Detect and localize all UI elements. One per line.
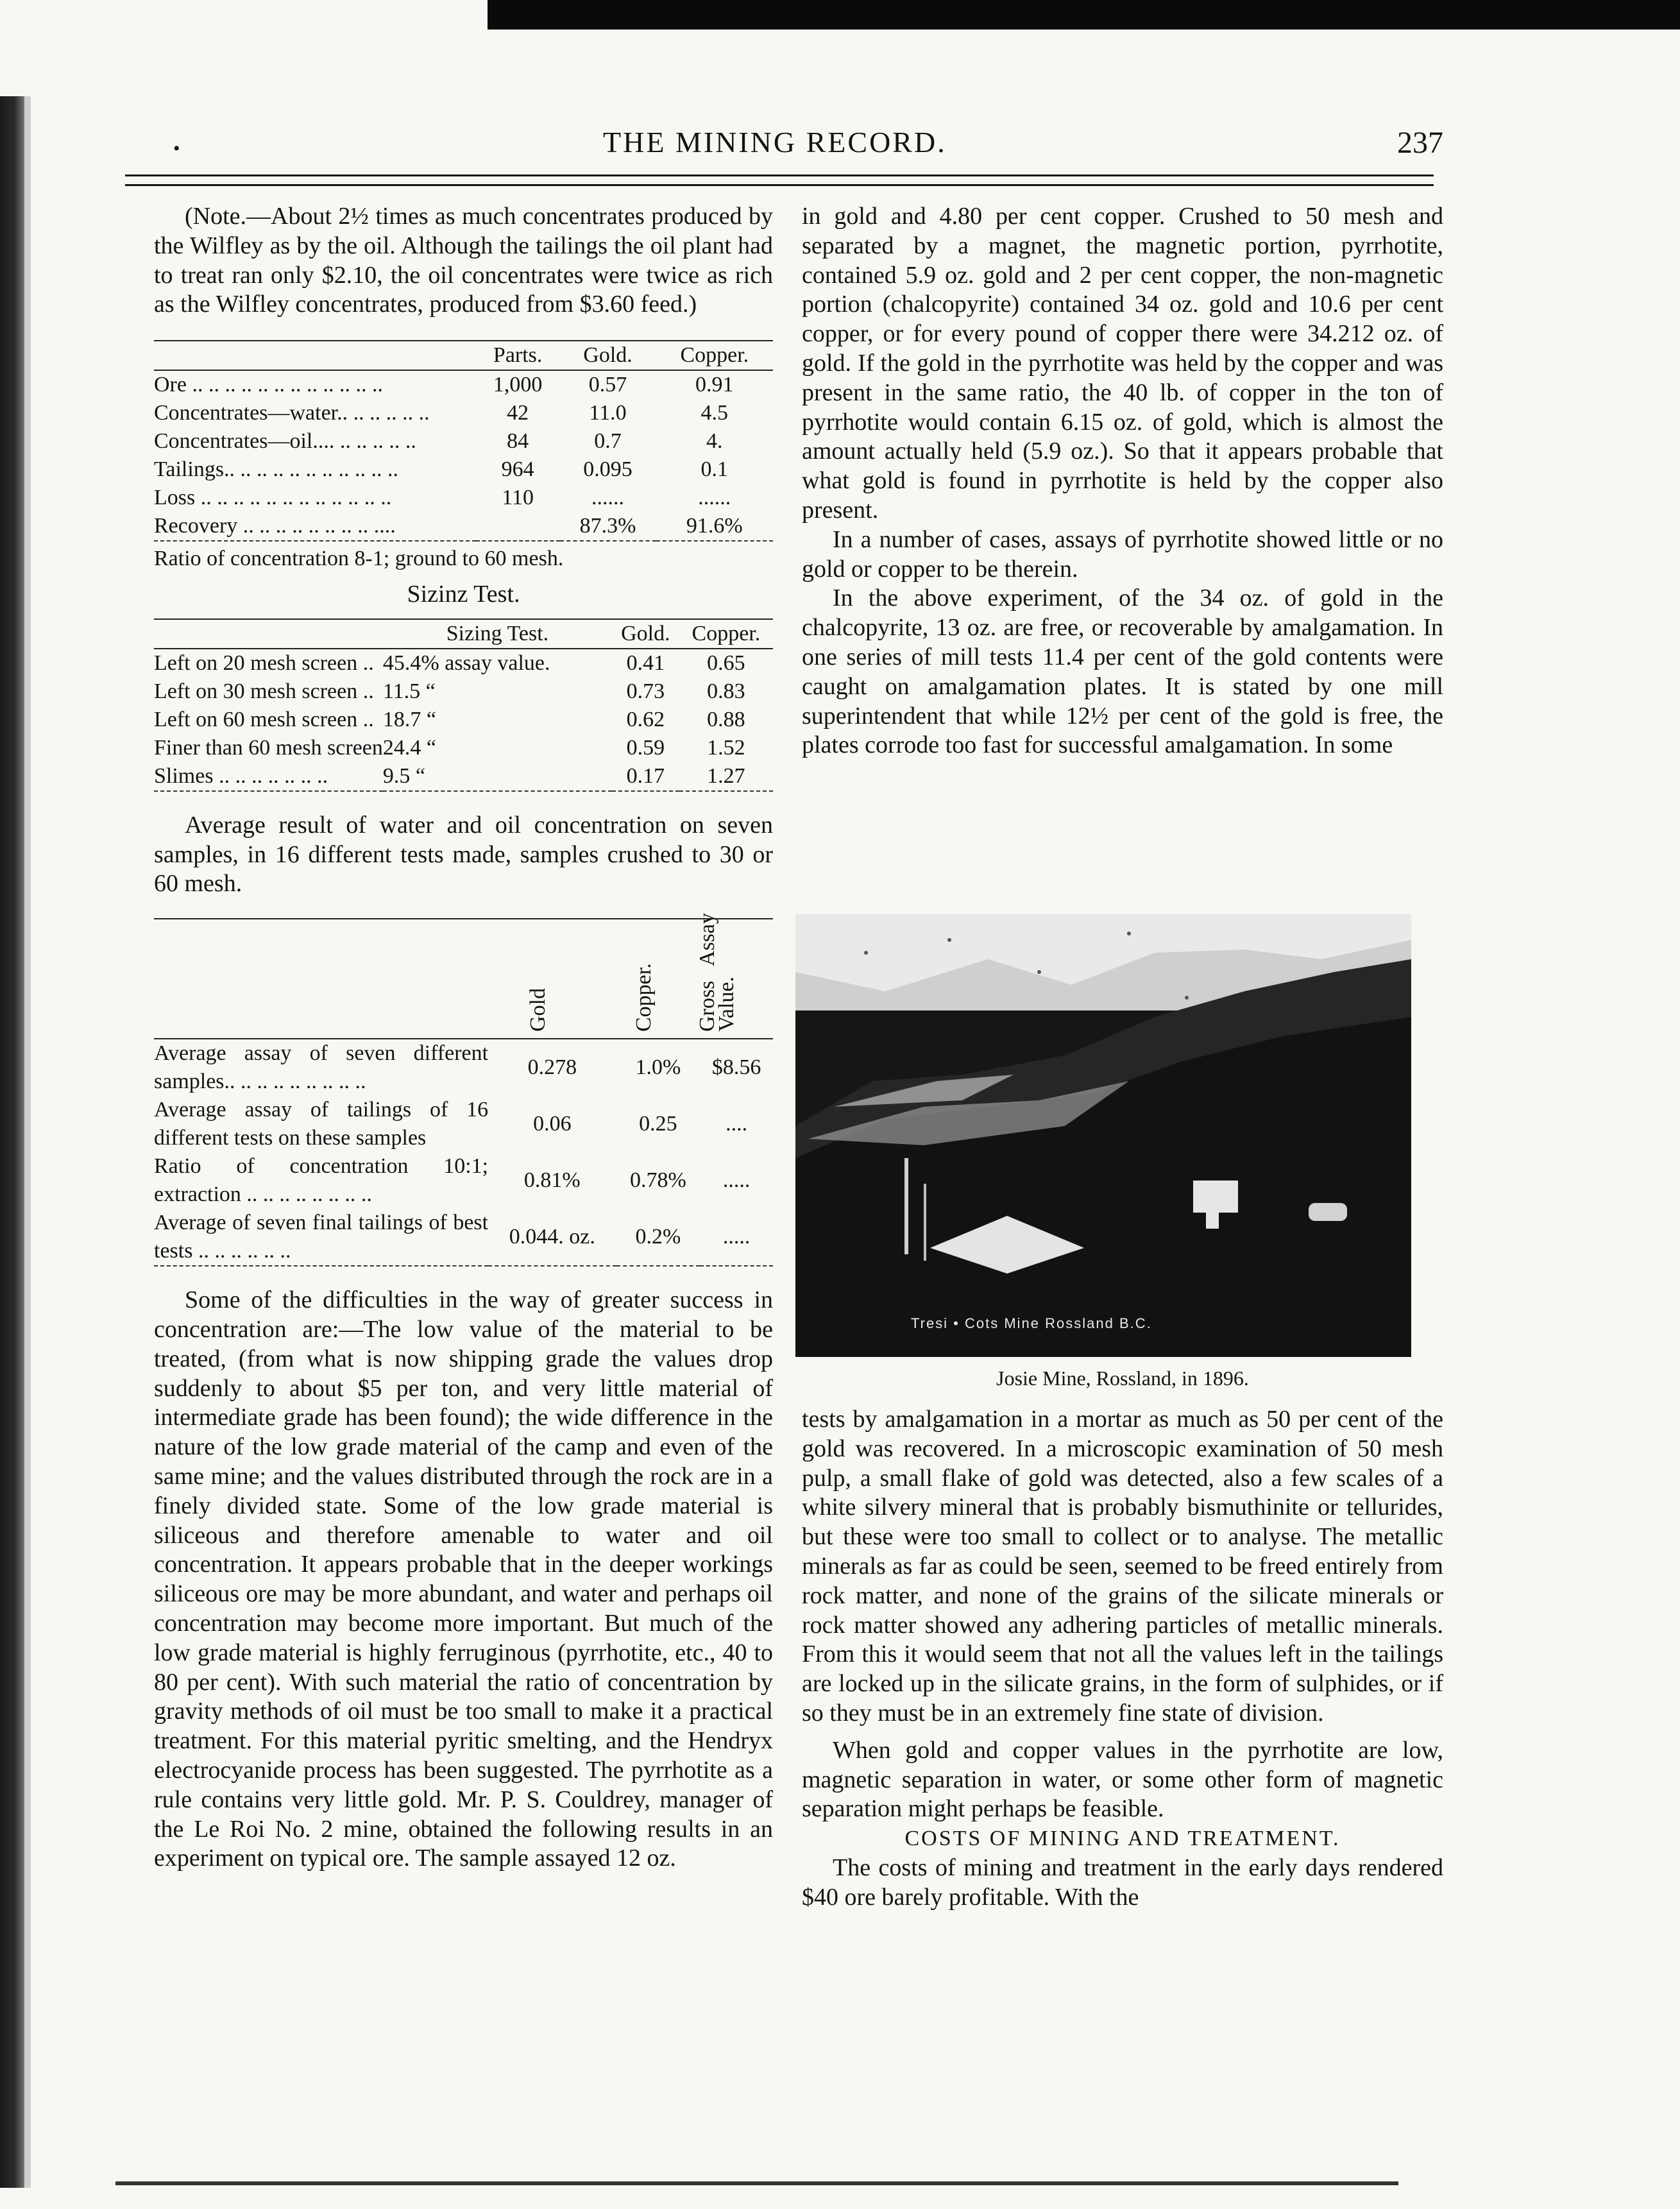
magnetic-separation-paragraph: When gold and copper values in the pyrrhotite are low, magnetic separation in water, or some other form of magnetic separation might perhaps be feasible.	[802, 1736, 1443, 1823]
table-header-cell: Gold.	[583, 343, 632, 368]
row-label: Left on 30 mesh screen ..	[154, 679, 374, 703]
right-column-lower	[802, 1405, 1443, 1913]
table-cell: $8.56	[711, 1055, 761, 1080]
table-cell: 110	[502, 486, 534, 510]
row-label: Left on 60 mesh screen ..	[154, 707, 374, 731]
table-cell: 42	[507, 401, 529, 425]
row-label: Finer than 60 mesh screen	[154, 735, 383, 760]
table-cell: 0.73	[626, 679, 665, 703]
table-row	[154, 484, 773, 512]
table-row	[154, 1152, 773, 1209]
row-label: Concentrates—oil.... .. .. .. .. ..	[154, 429, 416, 454]
table-header-cell	[616, 919, 700, 1039]
assays-paragraph: In a number of cases, assays of pyrrhotite showed little or no gold or copper to be therein.	[802, 525, 1443, 583]
table-cell: 0.095	[583, 457, 632, 482]
mountain-landscape-image	[795, 914, 1411, 1357]
row-label: Concentrates—water.. .. .. .. .. ..	[154, 401, 430, 425]
table-cell: 9.5 “	[382, 763, 425, 788]
table-row	[154, 649, 773, 678]
table-cell: 0.88	[707, 707, 745, 731]
table-cell: 0.7	[594, 429, 622, 454]
microscopic-paragraph: tests by amalgamation in a mortar as much as 50 per cent of the gold was recovered. In a microscopic examination of 50 mesh pulp, a small flake of gold was detected, also a few scales of a white silvery mineral that is probably bismuthinite or tellurides, but these were too small to collect or to analyse. The metallic minerals as far as could be seen, seemed to be freed entirely from rock matter, and none of the grains of the silicate minerals or rock matter showed any adhering particles of metallic minerals. From this it would seem that not all the values left in the tailings are locked up in the silicate grains, in the form of sulphides, or if so they must be in an extremely fine state of division.	[802, 1406, 1443, 1727]
bottom-edge-rule	[115, 2181, 1398, 2185]
section-heading: COSTS OF MINING AND TREATMENT.	[904, 1827, 1341, 1851]
table-header-cell: Copper.	[692, 621, 761, 645]
table-cell: 0.2%	[635, 1225, 681, 1249]
average-assay-table	[154, 913, 773, 1267]
row-label: Recovery .. .. .. .. .. .. .. .. ....	[154, 514, 396, 538]
row-label: Slimes .. .. .. .. .. .. ..	[154, 763, 328, 788]
table-cell: 0.91	[695, 373, 734, 397]
table-cell: 18.7 “	[382, 707, 436, 731]
average-result-paragraph: Average result of water and oil concentration on seven samples, in 16 different tests made, samples crushed to 30 or 60 mesh.	[154, 811, 773, 898]
table-row	[154, 1039, 773, 1096]
table-cell: ......	[698, 486, 731, 510]
table-header-cell: Parts.	[493, 343, 543, 368]
row-label: Average assay of tailings of 16 different tests on these samples	[154, 1098, 489, 1150]
table-cell: 1.27	[707, 763, 745, 788]
table-cell: 0.06	[533, 1112, 572, 1136]
table-header-cell	[695, 913, 773, 1039]
row-label: Tailings.. .. .. .. .. .. .. .. .. .. ..	[154, 457, 399, 482]
concentration-table	[154, 340, 773, 542]
table-header-row	[154, 619, 773, 649]
table-cell: 11.0	[589, 401, 627, 425]
figure-caption: Josie Mine, Rossland, in 1896.	[996, 1367, 1249, 1390]
table-cell: 0.83	[707, 679, 745, 703]
table-cell: ....	[725, 1112, 748, 1136]
table-cell: 0.59	[626, 735, 665, 760]
table-row	[154, 1096, 773, 1152]
table-footnote: Ratio of concentration 8-1; ground to 60 mesh.	[154, 547, 564, 571]
left-column	[154, 202, 773, 1873]
page-speck: •	[173, 138, 180, 159]
costs-paragraph: The costs of mining and treatment in the early days rendered $40 ore barely profitable. With the	[802, 1854, 1443, 1911]
table-cell: 1,000	[493, 373, 543, 397]
table-cell: 0.25	[639, 1112, 677, 1136]
table-cell: 91.6%	[686, 514, 743, 538]
book-spine-gutter	[24, 96, 31, 2188]
table-cell: ......	[591, 486, 625, 510]
experiment-paragraph: in gold and 4.80 per cent copper. Crushed to 50 mesh and separated by a magnet, the magnetic portion, pyrrhotite, contained 5.9 oz. gold and 2 per cent copper, the non-magnetic portion (chalcopyrite) contained 34 oz. gold and 10.6 per cent copper, or for every pound of copper there were 34.212 oz. of gold. If the gold in the pyrrhotite was held by the copper and was present in the same ratio, the 40 lb. of copper in the ton of pyrrhotite would contain 6.15 oz. of gold, which is almost the amount actually held (5.9 oz.). So that it appears probable that what gold is found in pyrrhotite is held by the copper also present.	[802, 203, 1443, 524]
table-cell: 0.1	[700, 457, 729, 482]
table-row	[154, 399, 773, 427]
table-cell: 0.81%	[523, 1168, 581, 1193]
table-cell: .....	[722, 1168, 751, 1193]
top-edge-bar	[488, 0, 1680, 30]
josie-mine-photo	[795, 914, 1411, 1357]
row-label: Average of seven final tailings of best tests .. .. .. .. .. ..	[154, 1211, 489, 1263]
table-header-cell	[154, 619, 383, 649]
table-cell: 11.5 “	[382, 679, 436, 703]
table-cell	[476, 512, 560, 541]
table-cell: 24.4 “	[382, 735, 436, 760]
table-cell: 0.78%	[629, 1168, 686, 1193]
sizing-test-title: Sizinz Test.	[407, 580, 520, 608]
sizing-table	[154, 618, 773, 792]
table-row	[154, 370, 773, 399]
row-label: Ore .. .. .. .. .. .. .. .. .. .. .. ..	[154, 373, 383, 397]
table-cell: 0.41	[626, 651, 665, 675]
vertical-header: Copper.	[631, 963, 656, 1032]
table-header-cell	[488, 919, 616, 1039]
table-row	[154, 456, 773, 484]
table-header-cell: Gold.	[621, 621, 670, 645]
table-cell: 87.3%	[579, 514, 636, 538]
difficulties-paragraph: Some of the difficulties in the way of greater success in concentration are:—The low value of the material to be treated, (from what is now shipping grade the values drop suddenly to about $5 per ton, and very little material of intermediate grade has been found); the wide difference in the nature of the low grade material of the camp and even of the same mine; and the values distributed through the rock are in a finely divided state. Some of the low grade material is siliceous and therefore amenable to water and oil concentration. It appears probable that in the deeper workings siliceous ore may be more abundant, and water and perhaps oil concentration may become more important. But much of the low grade material is highly ferruginous (pyrrhotite, etc., 40 to 80 per cent). With such material the ratio of concentration by gravity methods of oil must be too small to make it a practical treatment. For this material pyritic smelting, and the Hendryx electrocyanide process has been suggested. The pyrrhotite as a rule contains very little gold. Mr. P. S. Couldrey, manager of the Le Roi No. 2 mine, obtained the following results in an experiment on typical ore. The sample assayed 12 oz.	[154, 1286, 773, 1872]
table-cell: 1.0%	[635, 1055, 681, 1080]
table-row	[154, 427, 773, 456]
book-spine-edge	[0, 96, 24, 2188]
table-row	[154, 1209, 773, 1266]
table-row	[154, 706, 773, 734]
table-row	[154, 762, 773, 791]
vertical-header: Gross Assay Value.	[695, 913, 739, 1032]
table-cell: 964	[501, 457, 534, 482]
row-label: Ratio of concentration 10:1; extraction .. .. .. .. .. .. .. ..	[154, 1154, 489, 1207]
right-column-upper	[802, 202, 1443, 760]
table-cell: 4.5	[700, 401, 729, 425]
table-cell: .....	[722, 1225, 751, 1249]
table-row	[154, 678, 773, 706]
table-cell: 4.	[706, 429, 723, 454]
table-row	[154, 512, 773, 541]
note-paragraph: (Note.—About 2½ times as much concentrates produced by the Wilfley as by the oil. Although the tailings the oil plant had to treat ran only $2.10, the oil concentrates were twice as rich as the Wilfley concentrates, produced from $3.60 feed.)	[154, 203, 773, 318]
table-cell: 0.62	[626, 707, 665, 731]
row-label: Average assay of seven different samples.. .. .. .. .. .. .. .. ..	[154, 1041, 489, 1094]
table-cell: 0.278	[527, 1055, 577, 1080]
table-row	[154, 734, 773, 762]
table-cell: 0.65	[707, 651, 745, 675]
table-cell: 0.17	[626, 763, 665, 788]
table-cell: 84	[507, 429, 529, 454]
row-label: Loss .. .. .. .. .. .. .. .. .. .. .. ..	[154, 486, 392, 510]
journal-title: THE MINING RECORD.	[603, 126, 947, 158]
row-label: Left on 20 mesh screen ..	[154, 651, 374, 675]
amalgamation-paragraph: In the above experiment, of the 34 oz. of gold in the chalcopyrite, 13 oz. are free, or recoverable by amalgamation. In one series of mill tests 11.4 per cent of the gold contents were caught on amalgamation plates. It is stated by one mill superintendent that while 12½ per cent of the gold is free, the plates corrode too fast for successful amalgamation. In some	[802, 584, 1443, 759]
photo-inscription: Tresi • Cots Mine Rossland B.C.	[911, 1315, 1152, 1331]
table-header-cell: Sizing Test.	[446, 621, 549, 645]
page-number: 237	[1397, 126, 1443, 160]
table-cell: 0.044. oz.	[509, 1225, 595, 1249]
table-header-cell	[154, 919, 488, 1039]
table-header-row	[154, 341, 773, 370]
header-double-rule	[125, 175, 1434, 186]
table-header-cell: Copper.	[680, 343, 749, 368]
table-cell: 1.52	[707, 735, 745, 760]
table-cell: 0.57	[588, 373, 627, 397]
table-header-cell	[154, 341, 476, 370]
table-header-row	[154, 919, 773, 1039]
vertical-header: Gold	[525, 988, 550, 1032]
table-cell: 45.4% assay value.	[382, 651, 550, 675]
running-head	[160, 125, 1443, 170]
